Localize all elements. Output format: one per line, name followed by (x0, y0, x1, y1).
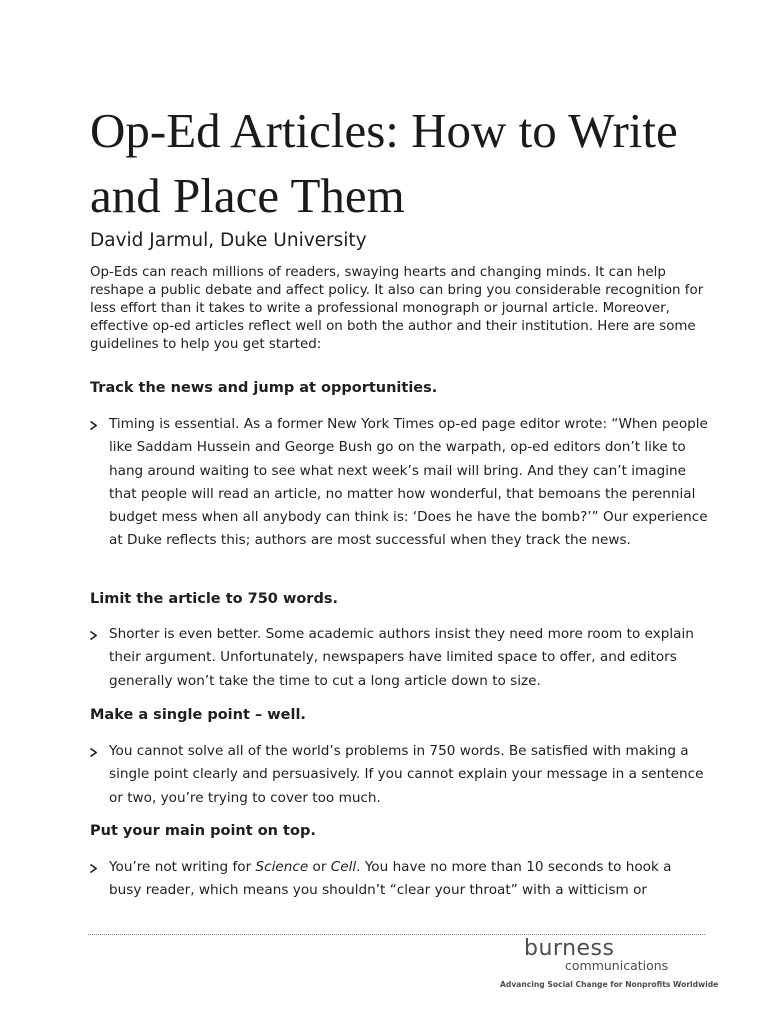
journal-name-science: Science (255, 859, 309, 875)
bullet-text (109, 856, 708, 903)
bullet-text: Timing is essential. As a former New York Times op-ed page editor wrote: “When people like Saddam Hussein and George Bush go on the warpath, op-ed editors don’t like to hang around waiting to see what next week’s mail will bring. And they can’t imagine that people will read an article, no matter how wonderful, that bemoans the perennial budget mess when all anybody can think is: ‘Does he have the bomb?’” Our experience at Duke reflects this; authors are most successful when they track the news. (109, 416, 708, 549)
section-heading-main-point: Put your main point on top. (90, 823, 316, 839)
section-heading-single-point: Make a single point – well. (90, 707, 306, 723)
bullet-text-part: or (308, 859, 331, 875)
bullet-item-main-point (90, 856, 708, 903)
journal-name-cell: Cell (330, 859, 357, 875)
author-byline: David Jarmul, Duke University (90, 230, 367, 251)
arrow-bullet-icon (90, 415, 104, 435)
arrow-bullet-icon (90, 742, 104, 762)
burness-logo-wordmark: burness (524, 936, 615, 961)
arrow-bullet-icon (90, 858, 104, 878)
bullet-item-shorter (90, 623, 708, 693)
bullet-item-single-point (90, 740, 708, 810)
bullet-text-part: . You have no more than 10 seconds to hook a busy reader, which means you shouldn’t “clear your throat” with a witticism or (109, 859, 672, 899)
bullet-text: Shorter is even better. Some academic authors insist they need more room to explain their argument. Unfortunately, newspapers have limited space to offer, and editors generally won’t take the time to cut a long article down to size. (109, 626, 694, 689)
burness-logo-subtitle: communications (565, 958, 669, 973)
bullet-item-timing (90, 413, 708, 553)
intro-paragraph: Op-Eds can reach millions of readers, swaying hearts and changing minds. It can help reshape a public debate and affect policy. It also can bring you considerable recognition for less effort than it takes to write a professional monograph or journal article. Moreover, effective op-ed articles reflect well on both the author and their institution. Here are some guidelines to help you get started: (90, 265, 704, 352)
document-title: Op-Ed Articles: How to Write and Place Them (90, 103, 678, 223)
section-heading-limit-words: Limit the article to 750 words. (90, 591, 338, 607)
bullet-text-part: You’re not writing for (109, 859, 256, 875)
section-heading-track-news: Track the news and jump at opportunities. (90, 380, 438, 396)
arrow-bullet-icon (90, 625, 104, 645)
bullet-text: You cannot solve all of the world’s problems in 750 words. Be satisfied with making a single point clearly and persuasively. If you cannot explain your message in a sentence or two, you’re trying to cover too much. (109, 743, 704, 806)
footer-tagline: Advancing Social Change for Nonprofits Worldwide (500, 980, 719, 989)
